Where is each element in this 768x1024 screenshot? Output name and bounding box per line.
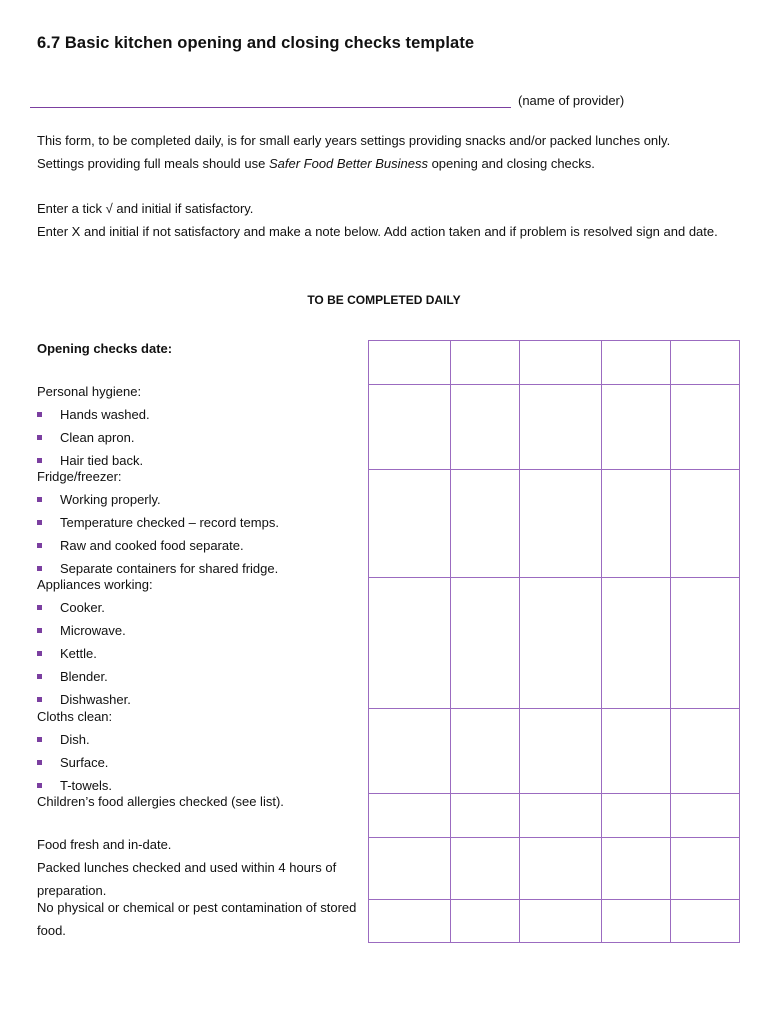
packed-lunches-check: Packed lunches checked and used within 4 hours of preparation.: [37, 860, 337, 898]
list-item-label: Dishwasher.: [60, 692, 131, 707]
square-bullet-icon: [37, 497, 42, 502]
section-heading: Appliances working:: [37, 577, 153, 592]
intro-line-2: [37, 152, 747, 175]
list-item-label: Cooker.: [60, 600, 105, 615]
food-fresh-check: Food fresh and in-date.: [37, 837, 172, 852]
grid-row-divider: [369, 577, 739, 578]
checklist: [37, 488, 357, 580]
section-heading: Personal hygiene:: [37, 384, 142, 399]
square-bullet-icon: [37, 628, 42, 633]
list-item: [37, 488, 357, 511]
square-bullet-icon: [37, 458, 42, 463]
list-item: [37, 403, 357, 426]
provider-name-field[interactable]: [30, 107, 511, 108]
grid-row-divider: [369, 837, 739, 838]
square-bullet-icon: [37, 543, 42, 548]
intro-line-2-post: opening and closing checks.: [427, 156, 595, 171]
list-item-label: Separate containers for shared fridge.: [60, 561, 279, 576]
list-item: [37, 665, 357, 688]
intro-paragraph: [37, 129, 747, 175]
list-item: [37, 426, 357, 449]
square-bullet-icon: [37, 737, 42, 742]
grid-column-divider: [450, 341, 451, 942]
section-heading: Fridge/freezer:: [37, 469, 122, 484]
grid-row-divider: [369, 899, 739, 900]
square-bullet-icon: [37, 697, 42, 702]
list-item-label: Dish.: [60, 732, 90, 747]
list-item-label: Blender.: [60, 669, 108, 684]
square-bullet-icon: [37, 520, 42, 525]
intro-line-2-pre: Settings providing full meals should use: [37, 156, 269, 171]
section-cloths: [37, 705, 357, 797]
intro-line-1: This form, to be completed daily, is for small early years settings providing snacks and/or packed lunches only.: [37, 133, 671, 148]
section-heading: Cloths clean:: [37, 709, 113, 724]
square-bullet-icon: [37, 566, 42, 571]
grid-row-divider: [369, 793, 739, 794]
list-item-label: Hands washed.: [60, 407, 150, 422]
instructions: [37, 197, 747, 243]
square-bullet-icon: [37, 674, 42, 679]
grid-row-divider: [369, 708, 739, 709]
list-item-label: Clean apron.: [60, 430, 135, 445]
checklist: [37, 728, 357, 797]
section-appliances: [37, 573, 357, 711]
list-item: [37, 751, 357, 774]
section-personal-hygiene: [37, 380, 357, 472]
instruction-tick: Enter a tick √ and initial if satisfactory.: [37, 201, 254, 216]
list-item: [37, 534, 357, 557]
square-bullet-icon: [37, 412, 42, 417]
provider-name-label: (name of provider): [518, 93, 625, 108]
contamination-check: No physical or chemical or pest contamination of stored food.: [37, 900, 357, 938]
grid-row-divider: [369, 384, 739, 385]
checks-grid: [368, 340, 740, 943]
square-bullet-icon: [37, 435, 42, 440]
square-bullet-icon: [37, 783, 42, 788]
list-item-label: Surface.: [60, 755, 109, 770]
list-item-label: Temperature checked – record temps.: [60, 515, 279, 530]
list-item-label: T-towels.: [60, 778, 113, 793]
section-fridge-freezer: [37, 465, 357, 580]
grid-row-divider: [369, 469, 739, 470]
list-item: [37, 642, 357, 665]
grid-column-divider: [601, 341, 602, 942]
daily-heading: TO BE COMPLETED DAILY: [307, 293, 461, 307]
list-item: [37, 511, 357, 534]
list-item: [37, 619, 357, 642]
instruction-x: Enter X and initial if not satisfactory and make a note below. Add action taken and if problem is resolved sign and date.: [37, 224, 718, 239]
grid-column-divider: [670, 341, 671, 942]
allergies-check: Children’s food allergies checked (see list).: [37, 794, 284, 809]
list-item-label: Kettle.: [60, 646, 97, 661]
square-bullet-icon: [37, 760, 42, 765]
intro-line-2-italic: Safer Food Better Business: [268, 156, 428, 171]
checklist: [37, 403, 357, 472]
list-item-label: Hair tied back.: [60, 453, 144, 468]
list-item-label: Raw and cooked food separate.: [60, 538, 244, 553]
page-title: 6.7 Basic kitchen opening and closing checks template: [37, 34, 475, 52]
grid-column-divider: [519, 341, 520, 942]
square-bullet-icon: [37, 651, 42, 656]
list-item: [37, 728, 357, 751]
list-item-label: Microwave.: [60, 623, 126, 638]
square-bullet-icon: [37, 605, 42, 610]
checklist: [37, 596, 357, 711]
list-item-label: Working properly.: [60, 492, 161, 507]
list-item: [37, 596, 357, 619]
opening-checks-date-label: Opening checks date:: [37, 341, 173, 356]
